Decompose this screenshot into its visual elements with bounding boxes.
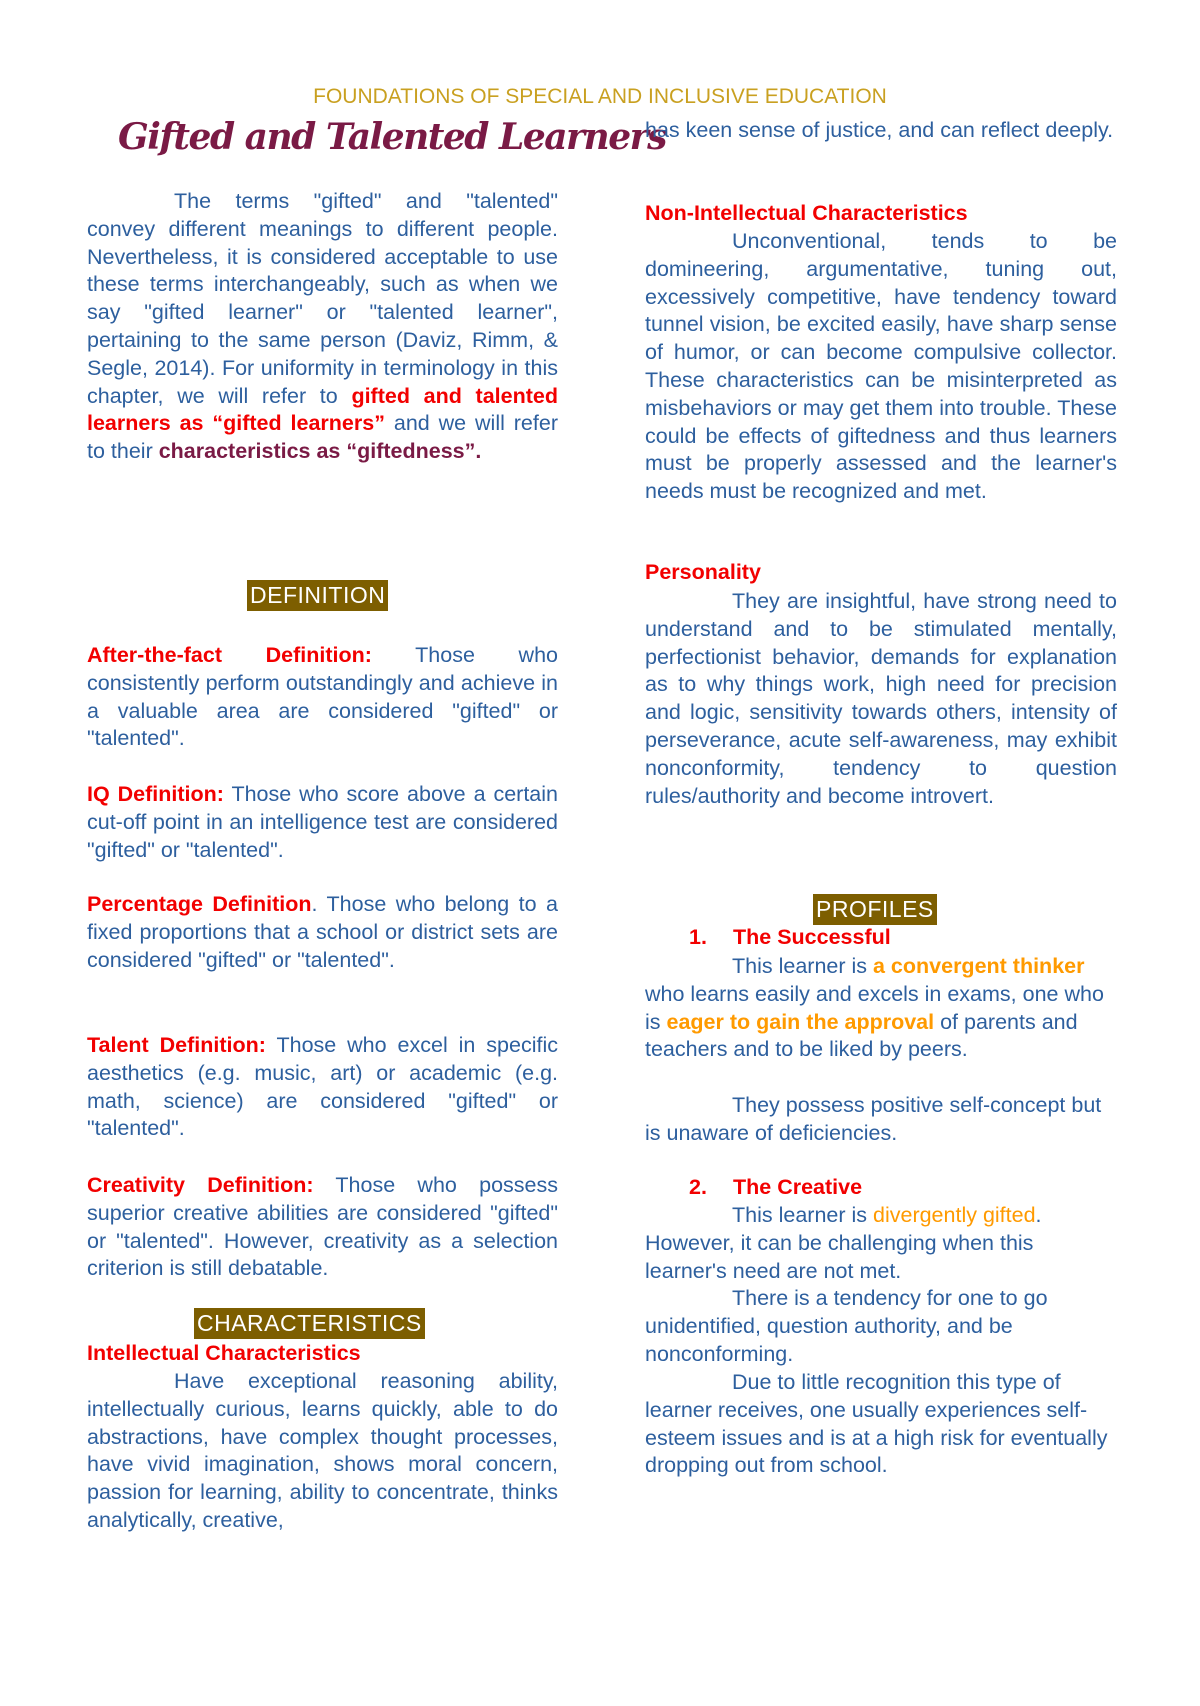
- intellectual-text: Have exceptional reasoning ability, intellectually curious, learns quickly, able to do abstractions, have complex thought processes, have vivid imagination, shows moral concern, passion for learning, ability to concentrate, thinks analytically, creative,: [87, 1369, 558, 1532]
- characteristics-banner: CHARACTERISTICS: [194, 1308, 425, 1339]
- definition-term: IQ Definition:: [87, 782, 224, 806]
- definition-percentage: [87, 891, 558, 974]
- intro-text: and we will refer to their: [87, 411, 558, 464]
- profile-number: 2.: [689, 1175, 707, 1199]
- definition-talent: [87, 1032, 558, 1143]
- definition-banner: DEFINITION: [247, 580, 388, 611]
- profile-text: This learner is: [732, 1203, 873, 1227]
- definition-text: Those who score above a certain cut-off point in an intelligence test are considered "gifted" or "talented".: [87, 782, 558, 862]
- profile-emphasis: eager to gain the approval: [666, 1009, 935, 1034]
- running-header: FOUNDATIONS OF SPECIAL AND INCLUSIVE EDUCATION: [313, 85, 887, 108]
- profile-1-text: [645, 953, 1117, 1064]
- definition-term: After-the-fact Definition:: [87, 643, 372, 667]
- profile-title: The Successful: [733, 925, 891, 949]
- definition-term: Percentage Definition: [87, 892, 312, 916]
- definition-iq: [87, 781, 558, 864]
- nonintellectual-heading: Non-Intellectual Characteristics: [645, 201, 968, 225]
- intro-emphasis-giftedness: characteristics as “giftedness”.: [158, 439, 482, 464]
- definition-creativity: [87, 1172, 558, 1283]
- nonintellectual-text: Unconventional, tends to be domineering, argumentative, tuning out, excessively competitive, have tendency toward tunnel vision, be excited easily, have sharp sense of humor, or can become compulsive collector. These characteristics can be misinterpreted as misbehaviors or may get them into trouble. These could be effects of giftedness and thus learners must be properly assessed and the learner's needs must be recognized and met.: [645, 229, 1117, 504]
- definition-text: Those who excel in specific aesthetics (e.g. music, art) or academic (e.g. math, science) are considered "gifted" or "talented".: [87, 1033, 558, 1141]
- profile-number: 1.: [689, 925, 707, 949]
- profile-1-heading: [645, 924, 1117, 952]
- profile-2-heading: [645, 1174, 1117, 1202]
- intro-paragraph: [87, 188, 558, 466]
- definition-term: Talent Definition:: [87, 1033, 266, 1057]
- profile-text: This learner is: [732, 954, 873, 978]
- definition-text: . Those who belong to a fixed proportions that a school or district sets are considered "gifted" or "talented".: [87, 892, 558, 972]
- profile-emphasis: divergently gifted: [873, 1203, 1036, 1227]
- intellectual-heading: Intellectual Characteristics: [87, 1341, 361, 1365]
- profile-title: The Creative: [733, 1175, 863, 1199]
- page-title: Gifted and Talented Learners: [118, 116, 666, 158]
- profile-text: of parents and teachers and to be liked by peers.: [645, 1009, 1078, 1062]
- intellectual-text-continued: has keen sense of justice, and can reflect deeply.: [645, 118, 1114, 142]
- definition-term: Creativity Definition:: [87, 1173, 314, 1197]
- definition-text: Those who consistently perform outstandingly and achieve in a valuable area are considered "gifted" or "talented".: [87, 643, 558, 751]
- definition-text: Those who possess superior creative abilities are considered "gifted" or "talented". However, creativity as a selection criterion is still debatable.: [87, 1173, 558, 1281]
- personality-heading: Personality: [645, 560, 761, 584]
- intro-text: The terms "gifted" and "talented" convey different meanings to different people. Nevertheless, it is considered acceptable to use these terms interchangeably, such as when we say "gifted learner" or "talented learner", pertaining to the same person (Daviz, Rimm, & Segle, 2014). For uniformity in terminology in this chapter, we will refer to: [87, 189, 558, 408]
- profile-emphasis: a convergent thinker: [873, 954, 1085, 978]
- profile-2-text-3: Due to little recognition this type of learner receives, one usually experiences self-esteem issues and is at a high risk for eventually dropping out from school.: [645, 1370, 1108, 1478]
- intro-emphasis: gifted and talented learners as “gifted learners”: [87, 383, 558, 436]
- profile-text: . However, it can be challenging when this learner's need are not met.: [645, 1203, 1042, 1283]
- personality-text: They are insightful, have strong need to understand and to be stimulated mentally, perfectionist behavior, demands for explanation as to why things work, high need for precision and logic, sensitivity towards others, intensity of perseverance, acute self-awareness, may exhibit nonconformity, tendency to question rules/authority and become introvert.: [645, 589, 1117, 808]
- profile-1-text-2: They possess positive self-concept but is unaware of deficiencies.: [645, 1093, 1102, 1145]
- profile-2-text: [645, 1202, 1117, 1285]
- definition-after-the-fact: [87, 642, 558, 753]
- profile-text: who learns easily and excels in exams, one who is: [645, 981, 1104, 1034]
- profiles-banner: PROFILES: [813, 894, 937, 925]
- profile-2-text-2: There is a tendency for one to go unidentified, question authority, and be nonconforming.: [645, 1286, 1048, 1366]
